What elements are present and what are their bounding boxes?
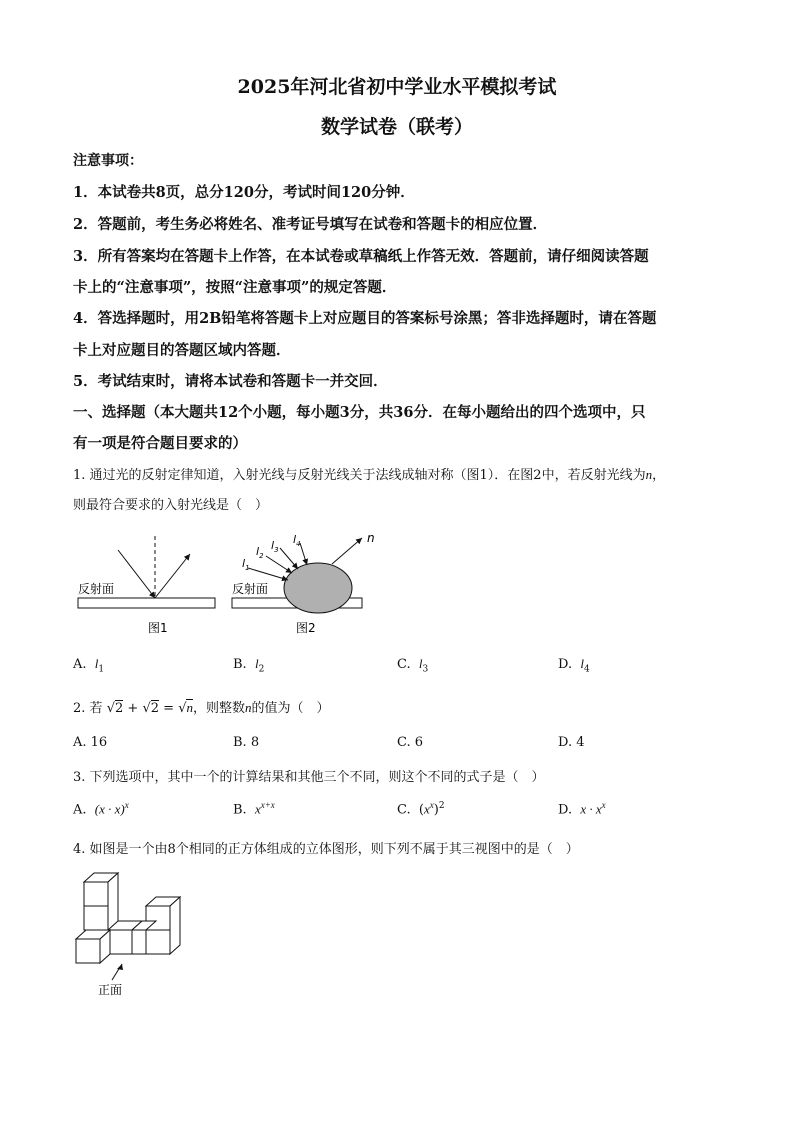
sqrt-symbol: √ — [142, 701, 151, 716]
notice-item: 2．答题前，考生务必将姓名、准考证号填写在试卷和答题卡的相应位置． — [73, 216, 548, 233]
fig1-incident-ray — [118, 550, 155, 598]
section-heading: 一、选择题（本大题共12个小题，每小题3分，共36分．在每小题给出的四个选项中，只 — [73, 404, 646, 421]
question-4-cube-figure — [70, 868, 195, 1000]
q2-option-b[interactable]: B. 8 — [233, 735, 260, 750]
q2-option-c[interactable]: C. 6 — [397, 735, 424, 750]
fig1-caption: 图1 — [148, 621, 168, 635]
q3-option-d[interactable]: D. $x \cdot x^x$ — [558, 800, 606, 818]
fig2-ray-n — [332, 538, 362, 564]
q3-option-b[interactable]: B. $x^{x+x}$ — [233, 800, 275, 818]
front-view-label: 正面 — [98, 983, 123, 997]
fig2-caption: 图2 — [296, 621, 316, 635]
fig2-ray-l2 — [266, 556, 292, 573]
front-view-arrowhead — [117, 964, 123, 970]
fig2-label-n: n — [367, 531, 375, 545]
q1-option-a[interactable]: A. $l_1$ — [73, 656, 105, 675]
page-subtitle: 数学试卷（联考） — [320, 116, 473, 138]
notice-item: 4．答选择题时，用2B铅笔将答题卡上对应题目的答案标号涂黑；答非选择题时，请在答题 — [73, 310, 657, 327]
q2-option-a[interactable]: A. 16 — [73, 735, 108, 750]
q1-option-b[interactable]: B. $l_2$ — [233, 656, 265, 675]
question-3-text: 3. 下列选项中，其中一个的计算结果和其他三个不同，则这个不同的式子是（ ） — [73, 770, 545, 785]
fig2-object — [284, 563, 352, 613]
notice-heading: 注意事项： — [73, 153, 143, 169]
sqrt-symbol: √ — [106, 701, 115, 716]
fig2-label-l2: $l_2$ — [256, 545, 264, 560]
question-1-text-cont: 则最符合要求的入射光线是（ ） — [73, 498, 269, 513]
question-2-text: 2. 若 √2 + √2 = √n，则整数n的值为（ ） — [73, 700, 330, 716]
fig1-mirror — [78, 598, 215, 608]
page-title: 2025年河北省初中学业水平模拟考试 — [237, 76, 557, 98]
fig2-ray-l1 — [248, 568, 288, 580]
fig2-label-l1: $l_1$ — [242, 557, 250, 572]
q3-option-a[interactable]: A. $(x \cdot x)^x$ — [73, 800, 129, 818]
notice-item: 卡上的“注意事项”，按照“注意事项”的规定答题． — [73, 279, 397, 296]
q2-option-d[interactable]: D. 4 — [558, 735, 585, 750]
q1-option-c[interactable]: C. $l_3$ — [397, 656, 429, 675]
cube-face — [84, 882, 108, 906]
fig2-label: 反射面 — [232, 582, 269, 596]
notice-item: 1．本试卷共8页，总分120分，考试时间120分钟． — [73, 184, 415, 201]
notice-item: 5．考试结束时，请将本试卷和答题卡一并交回． — [73, 373, 388, 390]
fig2-label-l3: $l_3$ — [271, 539, 279, 554]
sqrt-symbol: √ — [178, 701, 187, 716]
section-heading-cont: 有一项是符合题目要求的） — [73, 435, 247, 452]
fig2-ray-l3 — [280, 548, 298, 569]
cube-face — [84, 906, 108, 930]
cube-face — [170, 897, 180, 954]
question-1-text: 1. 通过光的反射定律知道，入射光线与反射光线关于法线成轴对称（图1）．在图2中，若反射光线为n， — [73, 467, 666, 483]
notice-item: 卡上对应题目的答题区域内答题． — [73, 342, 291, 359]
cube-face — [76, 939, 100, 963]
question-4-text: 4. 如图是一个由8个相同的正方体组成的立体图形，则下列不属于其三视图中的是（ ） — [73, 842, 579, 857]
fig2-ray-l4 — [300, 543, 307, 565]
fig1-reflected-ray — [155, 554, 190, 598]
fig1-label: 反射面 — [78, 582, 115, 596]
question-1-figures — [70, 530, 380, 640]
notice-item: 3．所有答案均在答题卡上作答，在本试卷或草稿纸上作答无效．答题前，请仔细阅读答题 — [73, 248, 649, 265]
cube-face — [108, 930, 132, 954]
fig2-label-l4: $l_4$ — [293, 533, 301, 548]
q1-option-d[interactable]: D. $l_4$ — [558, 656, 590, 675]
cube-face — [146, 930, 170, 954]
q3-option-c[interactable]: C. $(x^x)^2$ — [397, 800, 445, 818]
